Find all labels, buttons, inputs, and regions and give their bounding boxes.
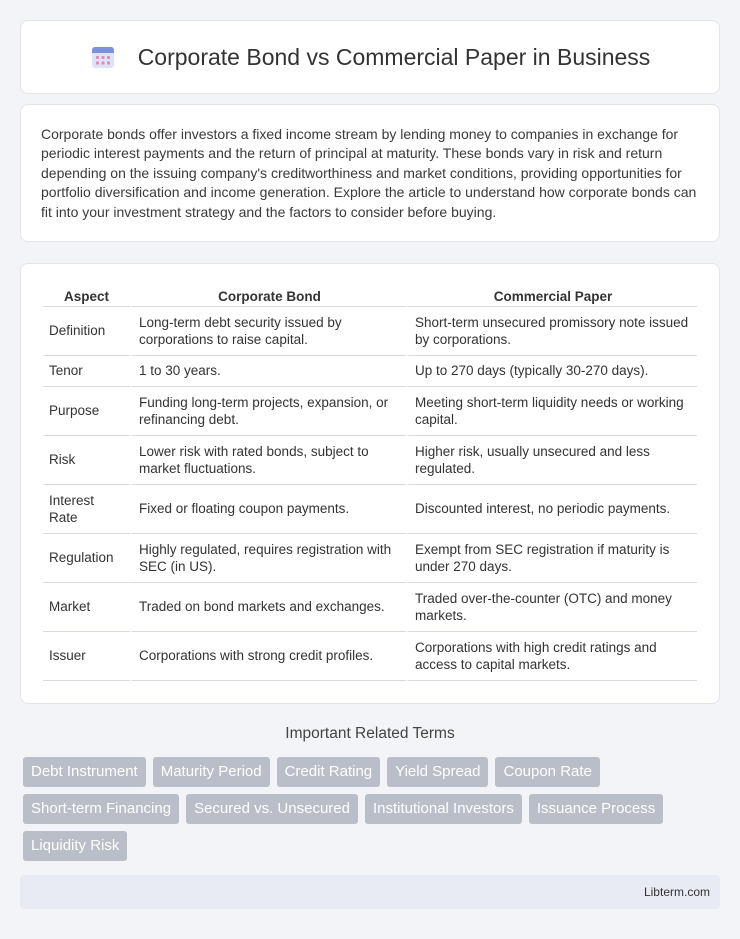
header-aspect: Aspect	[43, 282, 130, 307]
row-paper: Higher risk, usually unsecured and less regulated.	[406, 436, 697, 485]
title-card	[20, 20, 720, 94]
row-bond: Highly regulated, requires registration with SEC (in US).	[130, 534, 406, 583]
row-aspect: Definition	[43, 307, 130, 356]
row-aspect: Interest Rate	[43, 485, 130, 534]
table-row	[43, 387, 697, 436]
tag-institutional-investors[interactable]: Institutional Investors	[365, 794, 522, 824]
row-bond: Fixed or floating coupon payments.	[130, 485, 406, 534]
calendar-icon	[90, 44, 116, 70]
table-row	[43, 436, 697, 485]
row-bond: Funding long-term projects, expansion, or refinancing debt.	[130, 387, 406, 436]
row-bond: Traded on bond markets and exchanges.	[130, 583, 406, 632]
comparison-table	[43, 282, 697, 681]
tag-liquidity-risk[interactable]: Liquidity Risk	[23, 831, 127, 861]
row-paper: Meeting short-term liquidity needs or working capital.	[406, 387, 697, 436]
row-paper: Exempt from SEC registration if maturity is under 270 days.	[406, 534, 697, 583]
row-aspect: Tenor	[43, 356, 130, 387]
row-paper: Up to 270 days (typically 30-270 days).	[406, 356, 697, 387]
row-paper: Discounted interest, no periodic payments.	[406, 485, 697, 534]
table-row	[43, 485, 697, 534]
header-corporate-bond: Corporate Bond	[130, 282, 406, 307]
table-row	[43, 356, 697, 387]
related-terms-tags	[23, 757, 723, 868]
footer-brand[interactable]: Libterm.com	[643, 885, 710, 899]
row-aspect: Market	[43, 583, 130, 632]
row-bond: Lower risk with rated bonds, subject to market fluctuations.	[130, 436, 406, 485]
row-bond: 1 to 30 years.	[130, 356, 406, 387]
tag-credit-rating[interactable]: Credit Rating	[277, 757, 381, 787]
table-header-row	[43, 282, 697, 307]
tag-issuance-process[interactable]: Issuance Process	[529, 794, 663, 824]
page-title: Corporate Bond vs Commercial Paper in Business	[137, 43, 651, 70]
row-paper: Traded over-the-counter (OTC) and money markets.	[406, 583, 697, 632]
tag-yield-spread[interactable]: Yield Spread	[387, 757, 488, 787]
footer	[20, 875, 720, 909]
table-row	[43, 632, 697, 681]
intro-text: Corporate bonds offer investors a fixed income stream by lending money to companies in exchange for periodic interest payments and the return of principal at maturity. These bonds vary in risk and return depending on the issuing company's creditworthiness and market conditions, providing opportunities for portfolio diversification and income generation. Explore the article to understand how corporate bonds can fit into your investment strategy and the factors to consider before buying.	[41, 126, 697, 220]
related-terms-title: Important Related Terms	[285, 725, 455, 742]
row-aspect: Issuer	[43, 632, 130, 681]
tag-coupon-rate[interactable]: Coupon Rate	[495, 757, 599, 787]
row-bond: Corporations with strong credit profiles.	[130, 632, 406, 681]
tag-debt-instrument[interactable]: Debt Instrument	[23, 757, 146, 787]
table-row	[43, 534, 697, 583]
header-commercial-paper: Commercial Paper	[406, 282, 697, 307]
row-paper: Short-term unsecured promissory note issued by corporations.	[406, 307, 697, 356]
row-paper: Corporations with high credit ratings and access to capital markets.	[406, 632, 697, 681]
row-bond: Long-term debt security issued by corporations to raise capital.	[130, 307, 406, 356]
tag-maturity-period[interactable]: Maturity Period	[153, 757, 270, 787]
tag-short-term-financing[interactable]: Short-term Financing	[23, 794, 179, 824]
tag-secured-vs-unsecured[interactable]: Secured vs. Unsecured	[186, 794, 358, 824]
row-aspect: Risk	[43, 436, 130, 485]
row-aspect: Purpose	[43, 387, 130, 436]
table-row	[43, 583, 697, 632]
comparison-card	[20, 263, 720, 704]
row-aspect: Regulation	[43, 534, 130, 583]
intro-card	[20, 104, 720, 242]
table-row	[43, 307, 697, 356]
